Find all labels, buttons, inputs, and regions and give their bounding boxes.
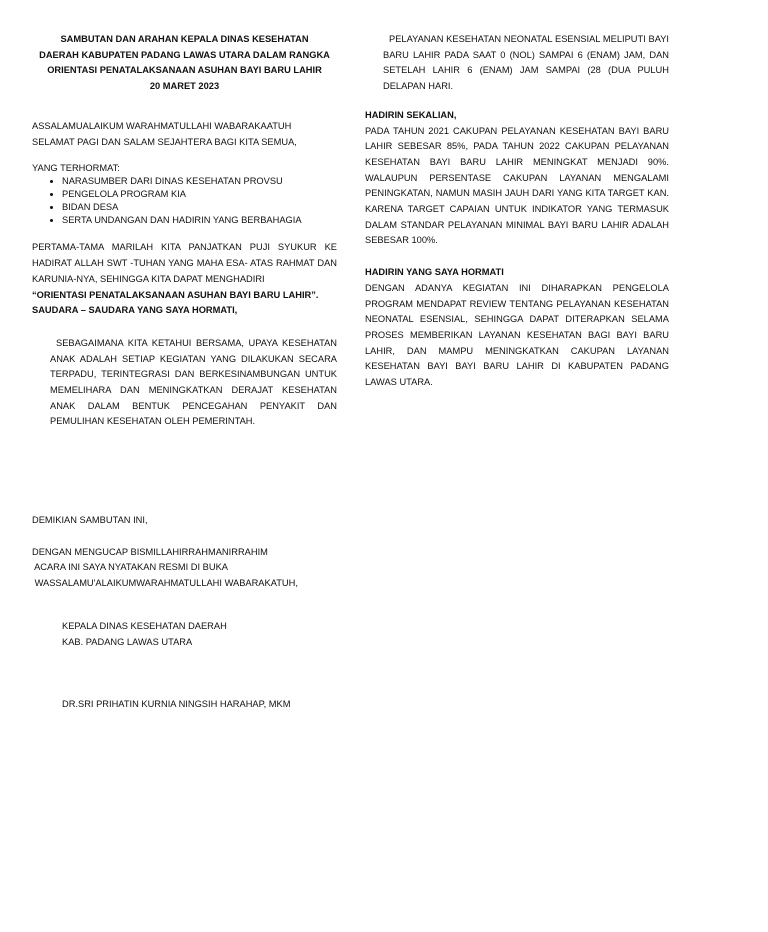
opening-paragraph bbox=[32, 240, 337, 319]
closing-line-3: ACARA INI SAYA NYATAKAN RESMI DI BUKA bbox=[32, 562, 228, 573]
neonatal-paragraph bbox=[365, 32, 669, 95]
hope-heading: HADIRIN YANG SAYA HORMATI bbox=[365, 267, 504, 278]
child-health-text: SEBAGAIMANA KITA KETAHUI BERSAMA, UPAYA KESEHATAN ANAK ADALAH SETIAP KEGIATAN YANG DILAKUKAN SECARA TERPADU, TERINTEGRASI DAN BERKESINAMBUNGAN UNTUK MEMELIHARA DAN MENINGKATKAN DERAJAT KESEHATAN ANAK DALAM BENTUK PENCEGAHAN PENYAKIT DAN PEMULIHAN KESEHATAN OLEH PEMERINTAH. bbox=[50, 337, 337, 427]
signatory bbox=[32, 619, 432, 713]
coverage-heading: HADIRIN SEKALIAN, bbox=[365, 109, 457, 120]
greeting-line-1: ASSALAMUALAIKUM WARAHMATULLAHI WABARAKAATUH bbox=[32, 120, 292, 131]
honored-label: YANG TERHORMAT: bbox=[32, 163, 120, 174]
event-name: ORIENTASI PENATALAKSANAAN ASUHAN BAYI BARU LAHIR bbox=[36, 289, 312, 300]
audience-line: SAUDARA – SAUDARA YANG SAYA HORMATI, bbox=[32, 305, 238, 316]
title-line-1: SAMBUTAN DAN ARAHAN KEPALA DINAS KESEHATAN bbox=[60, 34, 309, 44]
closing-block bbox=[32, 513, 432, 713]
hope-section bbox=[365, 265, 669, 391]
signatory-position-2: KAB. PADANG LAWAS UTARA bbox=[62, 636, 193, 647]
title-line-2: DAERAH KABUPATEN PADANG LAWAS UTARA DALAM RANGKA bbox=[39, 49, 330, 60]
list-item: • PENGELOLA PROGRAM KIA bbox=[62, 188, 337, 201]
closing-line-2: DENGAN MENGUCAP BISMILLAHIRRAHMANIRRAHIM bbox=[32, 546, 268, 557]
list-item: • SERTA UNDANGAN DAN HADIRIN YANG BERBAHAGIA bbox=[62, 214, 337, 227]
greeting-line-2: SELAMAT PAGI DAN SALAM SEJAHTERA BAGI KITA SEMUA, bbox=[32, 136, 297, 147]
title-date: 20 MARET 2023 bbox=[149, 81, 220, 92]
event-close: ”. bbox=[311, 289, 319, 300]
closing-line-1: DEMIKIAN SAMBUTAN INI, bbox=[32, 515, 148, 525]
list-item: • BIDAN DESA bbox=[62, 201, 337, 214]
opening-text: PERTAMA-TAMA MARILAH KITA PANJATKAN PUJI SYUKUR KE HADIRAT ALLAH SWT -TUHAN YANG MAHA ESA- ATAS RAHMAT DAN KARUNIA-NYA, SEHINGGA KITA DAPAT MENGHADIRI bbox=[32, 242, 337, 284]
left-column bbox=[32, 32, 337, 430]
document-title bbox=[32, 32, 337, 95]
coverage-text: PADA TAHUN 2021 CAKUPAN PELAYANAN KESEHATAN BAYI BARU LAHIR SEBESAR 85%, PADA TAHUN 2022 CAKUPAN PELAYANAN KESEHATAN BAYI BARU LAHIR MENINGKAT MENJADI 90%. WALAUPUN PERSENTASE CAKUPAN LAYANAN MENGALAMI PENINGKATAN, NAMUN MASIH JAUH DARI YANG KITA TARGET KAN. KARENA TARGET CAPAIAN UNTUK INDIKATOR YANG TERMASUK DALAM STANDAR PELAYANAN MINIMAL BAYI BARU LAHIR ADALAH SEBESAR 100%. bbox=[365, 125, 669, 246]
hope-text: DENGAN ADANYA KEGIATAN INI DIHARAPKAN PENGELOLA PROGRAM MENDAPAT REVIEW TENTANG PELAYANAN KESEHATAN NEONATAL ESENSIAL, SEHINGGA DAPAT DITERAPKAN SELAMA PROSES MEMBERIKAN LAYANAN KESEHATAN BAGI BAYI BARU LAHIR, DAN MAMPU MENINGKATKAN CAKUPAN LAYANAN KESEHATAN BAYI BAYI BARU LAHIR DI KABUPATEN PADANG LAWAS UTARA. bbox=[365, 282, 669, 388]
signatory-name: DR.SRI PRIHATIN KURNIA NINGSIH HARAHAP, MKM bbox=[62, 699, 291, 710]
event-line bbox=[32, 288, 337, 304]
coverage-section bbox=[365, 108, 669, 249]
closing-line-4: WASSALAMU'ALAIKUMWARAHMATULLAHI WABARAKATUH, bbox=[32, 578, 298, 589]
honored-guests bbox=[32, 162, 337, 226]
right-column bbox=[365, 32, 669, 391]
list-item: • NARASUMBER DARI DINAS KESEHATAN PROVSU bbox=[62, 175, 337, 188]
neonatal-text: PELAYANAN KESEHATAN NEONATAL ESENSIAL MELIPUTI BAYI BARU LAHIR PADA SAAT 0 (NOL) SAMPAI 6 (ENAM) JAM, DAN SETELAH LAHIR 6 (ENAM) JAM SAMPAI (28 (DUA PULUH DELAPAN HARI. bbox=[383, 34, 669, 92]
signatory-position-1: KEPALA DINAS KESEHATAN DAERAH bbox=[62, 620, 227, 631]
child-health-paragraph bbox=[32, 336, 337, 430]
title-line-3: ORIENTASI PENATALAKSANAAN ASUHAN BAYI BARU LAHIR bbox=[47, 65, 322, 76]
honored-list bbox=[32, 175, 337, 226]
greeting bbox=[32, 119, 337, 150]
event-open-quote: “ bbox=[32, 289, 37, 300]
